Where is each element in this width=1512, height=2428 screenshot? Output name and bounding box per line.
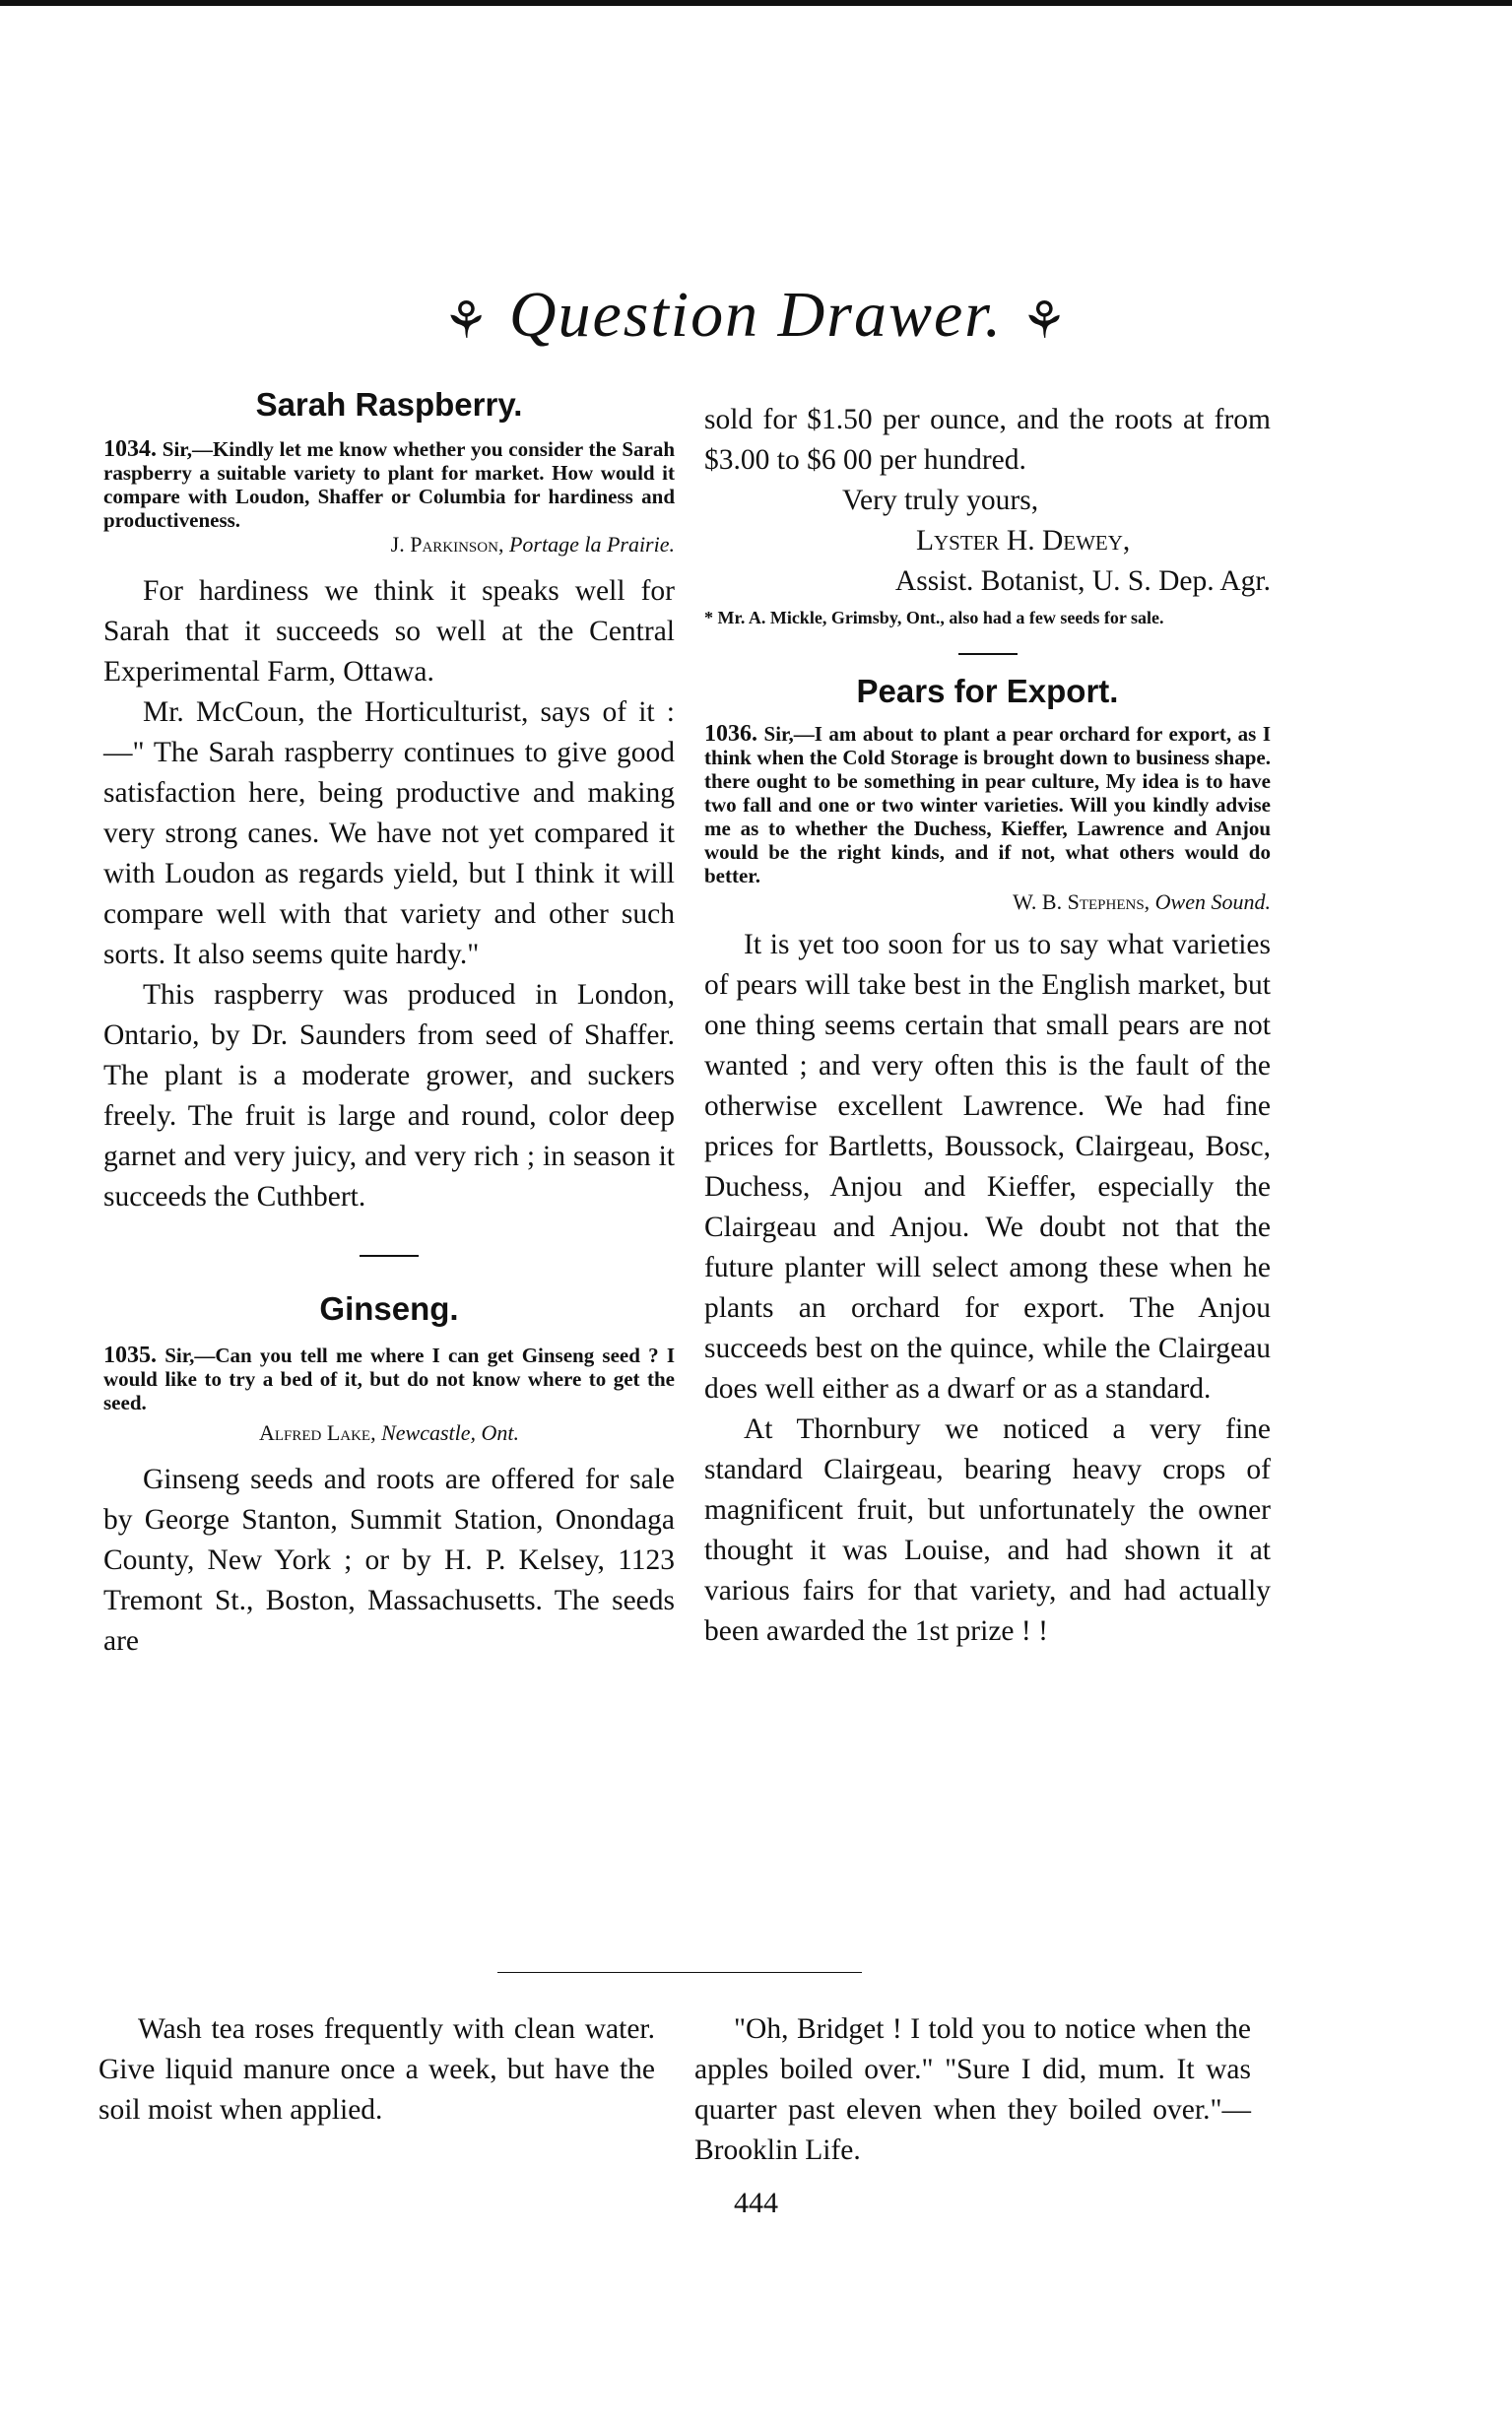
letter-signer: Lyster H. Dewey, bbox=[916, 525, 1131, 557]
bottom-right-note bbox=[694, 2009, 1251, 2171]
footnote: * Mr. A. Mickle, Grimsby, Ont., also had a few seeds for sale. bbox=[704, 608, 1164, 627]
ginseng-heading: Ginseng. bbox=[319, 1290, 459, 1327]
right-column bbox=[704, 400, 1271, 1652]
bottom-right-text: "Oh, Bridget ! I told you to notice when the apples boiled over." "Sure I did, mum. It was quarter past eleven when they boiled over."—Brooklin Life. bbox=[694, 2013, 1251, 2166]
left-ornament-icon: ⚘ bbox=[442, 293, 492, 350]
sarah-question bbox=[103, 437, 675, 532]
sarah-signature bbox=[103, 532, 675, 558]
bottom-left-note bbox=[99, 2009, 655, 2131]
sarah-sig-place: Portage la Prairie. bbox=[508, 532, 675, 557]
section-divider bbox=[958, 653, 1018, 655]
sarah-question-text: Sir,—Kindly let me know whether you consider the Sarah raspberry a suitable variety to plant for market. How would it compare with Loudon, Shaffer or Columbia for hardiness and productiveness. bbox=[103, 437, 676, 532]
pears-sig-name: W. B. Stephens, bbox=[1013, 889, 1150, 914]
page-number: 444 bbox=[734, 2187, 778, 2219]
pears-question bbox=[704, 722, 1271, 887]
ginseng-signature bbox=[103, 1420, 675, 1446]
ginseng-question bbox=[103, 1344, 675, 1414]
letter-signer-title: Assist. Botanist, U. S. Dep. Agr. bbox=[894, 565, 1271, 597]
pears-para-1: It is yet too soon for us to say what varieties of pears will take best in the English market, but one thing seems certain that small pears are not wanted ; and very often this is the fault of the otherwise excellent Lawrence. We had fine prices for Bartletts, Boussock, Clairgeau, Bosc, Duchess, Anjou and Kieffer, especially the Clairgeau and Anjou. We doubt not that the future planter will select among these when he plants an orchard for export. The Anjou succeeds best on the quince, while the Clairgeau does well either as a dwarf or as a standard. bbox=[704, 929, 1271, 1405]
letter-closing: Very truly yours, bbox=[842, 485, 1039, 516]
ginseng-sig-name: Alfred Lake, bbox=[258, 1420, 376, 1445]
left-column bbox=[103, 386, 675, 1662]
ginseng-continuation: sold for $1.50 per ounce, and the roots at from $3.00 to $6 00 per hundred. bbox=[704, 404, 1271, 476]
bottom-divider bbox=[497, 1972, 862, 1973]
pears-heading: Pears for Export. bbox=[856, 673, 1119, 709]
pears-question-text: Sir,—I am about to plant a pear orchard for export, as I think when the Cold Storage is brought down to business shape. there ought to be something in pear culture, My idea is to have two fall and one or two winter varieties. Will you kindly advise me as to whether the Duchess, Kieffer, Lawrence and Anjou would be the right kinds, and if not, what others would do better. bbox=[704, 722, 1271, 887]
sarah-heading: Sarah Raspberry. bbox=[255, 386, 523, 423]
sarah-para-3: This raspberry was produced in London, Ontario, by Dr. Saunders from seed of Shaffer. The plant is a moderate grower, and suckers freely. The fruit is large and round, color deep garnet and very juicy, and very rich ; in season it succeeds the Cuthbert. bbox=[103, 979, 675, 1213]
top-rule bbox=[0, 0, 1512, 6]
sarah-question-number: 1034. bbox=[103, 436, 157, 462]
ginseng-para-1: Ginseng seeds and roots are offered for sale by George Stanton, Summit Station, Onondaga County, New York ; or by H. P. Kelsey, 1123 Tremont St., Boston, Massachusetts. The seeds are bbox=[103, 1464, 675, 1657]
page-title bbox=[0, 278, 1512, 353]
section-divider bbox=[360, 1255, 419, 1257]
ginseng-question-text: Sir,—Can you tell me where I can get Ginseng seed ? I would like to try a bed of it, but do not know where to get the seed. bbox=[103, 1344, 676, 1414]
sarah-sig-name: J. Parkinson, bbox=[390, 532, 504, 557]
pears-signature bbox=[704, 889, 1271, 915]
pears-para-2: At Thornbury we noticed a very fine standard Clairgeau, bearing heavy crops of magnificent fruit, but unfortunately the owner thought it was Louise, and had shown it at various fairs for that variety, and had actually been awarded the 1st prize ! ! bbox=[704, 1413, 1271, 1647]
sarah-para-2: Mr. McCoun, the Horticulturist, says of it :—" The Sarah raspberry continues to give good satisfaction here, being productive and making very strong canes. We have not yet compared it with Loudon as regards yield, but I think it will compare well with that variety and other such sorts. It also seems quite hardy." bbox=[103, 696, 675, 970]
pears-question-number: 1036. bbox=[704, 721, 757, 747]
page-title-text: Question Drawer. bbox=[508, 279, 1004, 351]
sarah-para-1: For hardiness we think it speaks well for Sarah that it succeeds so well at the Central Experimental Farm, Ottawa. bbox=[103, 575, 675, 688]
right-ornament-icon: ⚘ bbox=[1020, 293, 1070, 350]
ginseng-sig-place: Newcastle, Ont. bbox=[381, 1420, 520, 1445]
pears-sig-place: Owen Sound. bbox=[1154, 889, 1271, 914]
ginseng-question-number: 1035. bbox=[103, 1343, 157, 1368]
bottom-left-text: Wash tea roses frequently with clean water. Give liquid manure once a week, but have the soil moist when applied. bbox=[99, 2013, 655, 2126]
